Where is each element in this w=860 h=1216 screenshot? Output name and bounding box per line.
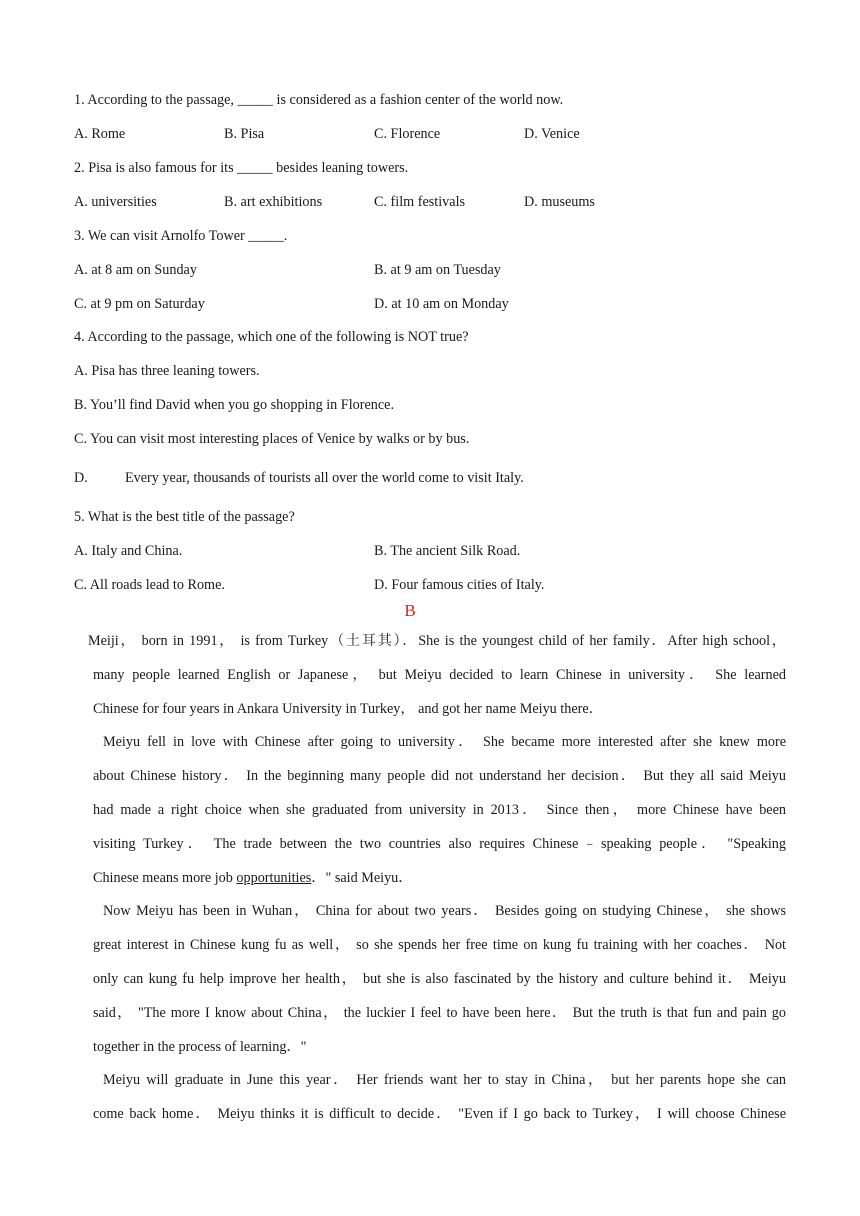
- question-1-option-b: B. Pisa: [224, 126, 265, 142]
- question-1-option-a: A. Rome: [74, 126, 126, 142]
- passage-line: many people learned English or Japanese， but Meiyu decided to learn Chinese in university． She learned: [93, 666, 786, 683]
- passage-line: come back home． Meiyu thinks it is difficult to decide． "Even if I go back to Turkey， I will choose Chinese: [93, 1106, 786, 1123]
- question-5-option-b: B. The ancient Silk Road.: [374, 543, 521, 559]
- question-4-option-c: C. You can visit most interesting places of Venice by walks or by bus.: [74, 431, 470, 447]
- passage-line: great interest in Chinese kung fu as well， so she spends her free time on kung fu training with her coaches． Not: [93, 937, 786, 954]
- question-2-option-c: C. film festivals: [374, 194, 466, 210]
- question-4-option-b: B. You’ll find David when you go shopping in Florence.: [74, 397, 394, 413]
- passage-paragraph-3: [93, 902, 786, 1071]
- question-3-stem: 3. We can visit Arnolfo Tower _____.: [74, 228, 288, 244]
- question-5-option-d: D. Four famous cities of Italy.: [374, 577, 545, 593]
- passage-line: Chinese for four years in Ankara University in Turkey， and got her name Meiyu there．: [93, 700, 603, 717]
- passage-paragraph-2: [93, 733, 786, 902]
- question-4-option-a: A. Pisa has three leaning towers.: [74, 363, 260, 379]
- passage-text: ．" said Meiyu．: [311, 869, 413, 886]
- question-4-option-d-text: Every year, thousands of tourists all over the world come to visit Italy.: [125, 470, 524, 486]
- passage-text: Chinese means more job: [93, 869, 237, 886]
- question-5-stem: 5. What is the best title of the passage?: [74, 509, 295, 525]
- question-1-option-d: D. Venice: [524, 126, 580, 142]
- passage-line: together in the process of learning．": [93, 1038, 307, 1055]
- question-5-option-c: C. All roads lead to Rome.: [74, 577, 225, 593]
- passage-line: about Chinese history． In the beginning many people did not understand her decision． But they all said Meiyu: [93, 768, 786, 785]
- passage-line: Meiyu will graduate in June this year． Her friends want her to stay in China， but her parents hope she can: [103, 1072, 786, 1089]
- passage-line: visiting Turkey． The trade between the two countries also requires Chinese﹣speaking people． "Speaking: [93, 835, 786, 852]
- passage-paragraph-4: [93, 1071, 786, 1139]
- question-3-option-d: D. at 10 am on Monday: [374, 296, 509, 312]
- question-4-option-d-letter: D.: [74, 470, 88, 486]
- question-1-stem: 1. According to the passage, _____ is considered as a fashion center of the world now.: [74, 92, 564, 108]
- question-1-option-c: C. Florence: [374, 126, 441, 142]
- question-3-option-c: C. at 9 pm on Saturday: [74, 296, 205, 312]
- question-2-option-b: B. art exhibitions: [224, 194, 323, 210]
- passage-line: only can kung fu help improve her health， but she is also fascinated by the history and culture behind it． Meiyu: [93, 970, 786, 987]
- passage-line: [93, 869, 786, 903]
- question-5-option-a: A. Italy and China.: [74, 543, 183, 559]
- question-2-stem: 2. Pisa is also famous for its _____ besides leaning towers.: [74, 160, 409, 176]
- passage-line: had made a right choice when she graduated from university in 2013． Since then， more Chinese have been: [93, 801, 786, 818]
- passage-line: Meiyu fell in love with Chinese after going to university． She became more interested after she knew more: [103, 734, 786, 751]
- passage-line: said， "The more I know about China， the luckier I feel to have been here． But the truth is that fun and pain go: [93, 1004, 786, 1021]
- question-3-option-a: A. at 8 am on Sunday: [74, 262, 197, 278]
- underlined-word: opportunities: [236, 869, 312, 886]
- question-2-option-d: D. museums: [524, 194, 595, 210]
- passage-line: Now Meiyu has been in Wuhan， China for about two years． Besides going on studying Chinese， she shows: [103, 903, 786, 920]
- passage-paragraph-1: [88, 632, 786, 733]
- question-2-option-a: A. universities: [74, 194, 157, 210]
- passage-line: Meiji， born in 1991， is from Turkey（土耳其）．She is the youngest child of her family．After high school，: [88, 633, 786, 649]
- question-4-stem: 4. According to the passage, which one of the following is NOT true?: [74, 329, 469, 345]
- section-heading: B: [404, 601, 416, 620]
- question-3-option-b: B. at 9 am on Tuesday: [374, 262, 501, 278]
